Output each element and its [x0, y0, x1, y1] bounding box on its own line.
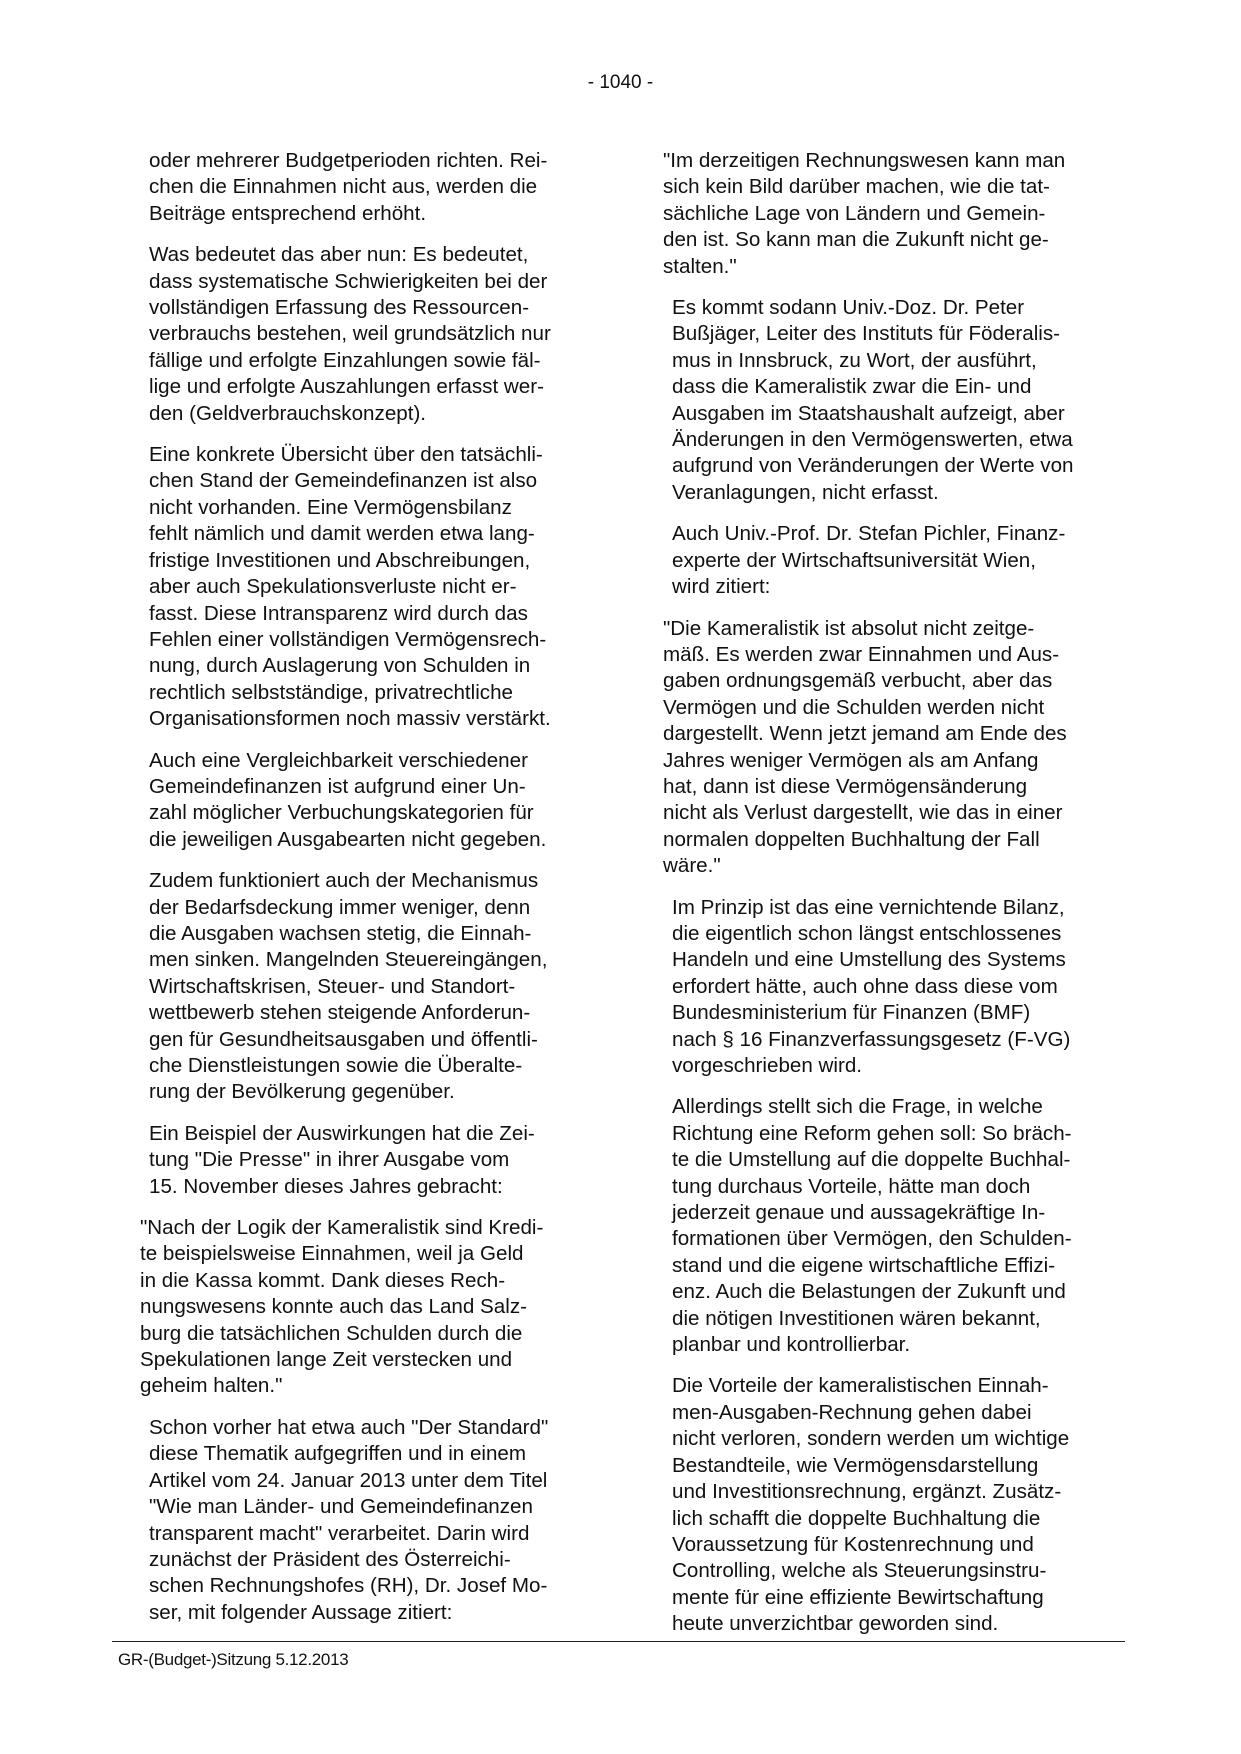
text-line: der Bedarfsdeckung immer weniger, denn [149, 895, 531, 919]
text-line: schen Rechnungshofes (RH), Dr. Josef Mo- [149, 1574, 548, 1598]
text-line: enz. Auch die Belastungen der Zukunft und [672, 1280, 1066, 1304]
text-line: Fehlen einer vollständigen Vermögensrech- [149, 627, 547, 651]
quote-paragraph [140, 1215, 629, 1400]
text-line: zunächst der Präsident des Österreichi- [149, 1547, 511, 1571]
text-line: Voraussetzung für Kostenrechnung und [672, 1532, 1034, 1556]
paragraph [149, 442, 629, 732]
paragraph [149, 1121, 629, 1200]
text-line: tung "Die Presse" in ihrer Ausgabe vom [149, 1148, 510, 1172]
text-line: lige und erfolgte Auszahlungen erfasst wer- [149, 375, 544, 399]
text-line: mente für eine effiziente Bewirtschaftung [672, 1585, 1044, 1609]
text-line: Beiträge entsprechend erhöht. [149, 201, 427, 225]
text-line: Bundesministerium für Finanzen (BMF) [672, 1001, 1031, 1025]
text-line: "Im derzeitigen Rechnungswesen kann man [663, 149, 1066, 172]
quote-paragraph [663, 148, 1152, 280]
text-line: formationen über Vermögen, den Schulden- [672, 1227, 1072, 1251]
text-line: Es kommt sodann Univ.-Doz. Dr. Peter [672, 296, 1025, 320]
text-line: wäre." [663, 854, 721, 878]
text-line: chen Stand der Gemeindefinanzen ist also [149, 469, 538, 493]
text-line: die Ausgaben wachsen stetig, die Einnah- [149, 921, 532, 945]
text-line: vorgeschrieben wird. [672, 1054, 863, 1077]
text-line: ser, mit folgender Aussage zitiert: [149, 1600, 453, 1624]
text-line: normalen doppelten Buchhaltung der Fall [663, 827, 1040, 851]
text-line: in die Kassa kommt. Dank dieses Rech- [140, 1268, 506, 1292]
text-line: lich schafft die doppelte Buchhaltung die [672, 1506, 1041, 1530]
text-line: fasst. Diese Intransparenz wird durch das [149, 601, 528, 625]
paragraph [149, 748, 629, 854]
text-line: mäß. Es werden zwar Einnahmen und Aus- [663, 642, 1060, 666]
text-line: dass systematische Schwierigkeiten bei der [149, 269, 548, 293]
paragraph [672, 1094, 1152, 1358]
text-line: Zudem funktioniert auch der Mechanismus [149, 869, 539, 893]
text-line: und Investitionsrechnung, ergänzt. Zusätz- [672, 1480, 1062, 1504]
left-column [140, 148, 629, 1641]
text-line: wird zitiert: [672, 575, 771, 599]
text-line: nicht als Verlust dargestellt, wie das in einer [663, 801, 1063, 825]
text-line: oder mehrerer Budgetperioden richten. Rei- [149, 149, 548, 172]
text-line: Bußjäger, Leiter des Instituts für Föderalis- [672, 322, 1061, 346]
text-line: die jeweiligen Ausgabearten nicht gegeben. [149, 827, 547, 851]
text-line: Controlling, welche als Steuerungsinstru- [672, 1559, 1047, 1583]
text-line: geheim halten." [140, 1374, 283, 1398]
text-line: stand und die eigene wirtschaftliche Effizi- [672, 1253, 1056, 1277]
page-number: - 1040 - [587, 72, 654, 93]
text-line: sich kein Bild darüber machen, wie die tat- [663, 175, 1050, 199]
text-line: Richtung eine Reform gehen soll: So bräch- [672, 1121, 1072, 1145]
paragraph [149, 1415, 629, 1626]
text-line: Handeln und eine Umstellung des Systems [672, 948, 1066, 972]
text-line: rechtlich selbstständige, privatrechtliche [149, 680, 514, 704]
text-line: den ist. So kann man die Zukunft nicht ge- [663, 228, 1049, 252]
text-line: fristige Investitionen und Abschreibungen, [149, 548, 531, 572]
text-line: verbrauchs bestehen, weil grundsätzlich nur [149, 322, 551, 346]
text-line: tung durchaus Vorteile, hätte man doch [672, 1174, 1031, 1198]
text-line: Jahres weniger Vermögen als am Anfang [663, 748, 1039, 772]
text-line: Die Vorteile der kameralistischen Einnah- [672, 1374, 1049, 1398]
text-line: Allerdings stellt sich die Frage, in welche [672, 1095, 1043, 1119]
text-line: Artikel vom 24. Januar 2013 unter dem Titel [149, 1468, 548, 1492]
footer-text: GR-(Budget-)Sitzung 5.12.2013 [118, 1650, 349, 1669]
text-line: mus in Innsbruck, zu Wort, der ausführt, [672, 348, 1037, 372]
text-line: men sinken. Mangelnden Steuereingängen, [149, 948, 548, 972]
text-line: Änderungen in den Vermögenswerten, etwa [672, 428, 1073, 452]
text-line: 15. November dieses Jahres gebracht: [149, 1174, 503, 1198]
text-line: Ausgaben im Staatshaushalt aufzeigt, aber [672, 401, 1065, 425]
text-line: "Die Kameralistik ist absolut nicht zeitge- [663, 616, 1035, 640]
text-line: diese Thematik aufgegriffen und in einem [149, 1442, 527, 1466]
text-line: aufgrund von Veränderungen der Werte von [672, 454, 1074, 478]
text-line: Im Prinzip ist das eine vernichtende Bilanz, [672, 895, 1065, 919]
text-line: gaben ordnungsgemäß verbucht, aber das [663, 669, 1053, 693]
footer-divider [112, 1641, 1125, 1642]
text-line: fehlt nämlich und damit werden etwa lang- [149, 522, 535, 546]
text-line: den (Geldverbrauchskonzept). [149, 401, 427, 425]
text-line: planbar und kontrollierbar. [672, 1333, 911, 1357]
text-line: "Nach der Logik der Kameralistik sind Kredi- [140, 1216, 544, 1240]
text-line: te beispielsweise Einnahmen, weil ja Geld [140, 1242, 524, 1266]
text-line: Eine konkrete Übersicht über den tatsächli- [149, 443, 543, 467]
text-line: Schon vorher hat etwa auch "Der Standard" [149, 1415, 549, 1439]
quote-paragraph [663, 616, 1152, 880]
text-line: die eigentlich schon längst entschlossenes [672, 921, 1062, 945]
text-line: gen für Gesundheitsausgaben und öffentli- [149, 1027, 538, 1051]
text-line: Vermögen und die Schulden werden nicht [663, 695, 1045, 719]
text-line: erfordert hätte, auch ohne dass diese vom [672, 974, 1058, 998]
text-line: Wirtschaftskrisen, Steuer- und Standort- [149, 974, 516, 998]
text-line: te die Umstellung auf die doppelte Buchhal- [672, 1148, 1071, 1172]
text-line: hat, dann ist diese Vermögensänderung [663, 774, 1028, 798]
text-line: stalten." [663, 254, 737, 278]
text-line: che Dienstleistungen sowie die Überalte- [149, 1054, 523, 1077]
text-line: burg die tatsächlichen Schulden durch die [140, 1321, 523, 1345]
text-line: Veranlagungen, nicht erfasst. [672, 480, 939, 504]
paragraph [672, 521, 1152, 600]
text-line: Spekulationen lange Zeit verstecken und [140, 1348, 513, 1372]
text-line: heute unverzichtbar geworden sind. [672, 1612, 999, 1636]
right-column [663, 148, 1152, 1653]
paragraph [672, 1373, 1152, 1637]
text-line: sächliche Lage von Ländern und Gemein- [663, 201, 1046, 225]
paragraph [149, 148, 629, 227]
paragraph [149, 242, 629, 427]
text-line: dargestellt. Wenn jetzt jemand am Ende des [663, 722, 1067, 746]
text-line: nach § 16 Finanzverfassungsgesetz (F-VG) [672, 1027, 1071, 1051]
text-line: nicht verloren, sondern werden um wichtige [672, 1427, 1070, 1451]
text-line: experte der Wirtschaftsuniversität Wien, [672, 548, 1036, 572]
text-line: zahl möglicher Verbuchungskategorien für [149, 801, 534, 825]
text-line: Ein Beispiel der Auswirkungen hat die Zei- [149, 1121, 535, 1145]
text-line: transparent macht" verarbeitet. Darin wird [149, 1521, 530, 1545]
text-line: Bestandteile, wie Vermögensdarstellung [672, 1453, 1039, 1477]
text-line: Was bedeutet das aber nun: Es bedeutet, [149, 243, 529, 267]
text-line: chen die Einnahmen nicht aus, werden die [149, 175, 538, 199]
text-line: nicht vorhanden. Eine Vermögensbilanz [149, 495, 512, 519]
paragraph [149, 868, 629, 1106]
paragraph [672, 895, 1152, 1080]
text-line: jederzeit genaue und aussagekräftige In- [672, 1201, 1046, 1225]
text-line: nung, durch Auslagerung von Schulden in [149, 654, 531, 678]
text-line: nungswesens konnte auch das Land Salz- [140, 1295, 527, 1319]
text-line: rung der Bevölkerung gegenüber. [149, 1080, 455, 1104]
text-line: Gemeindefinanzen ist aufgrund einer Un- [149, 774, 526, 798]
text-line: men-Ausgaben-Rechnung gehen dabei [672, 1400, 1032, 1424]
text-line: Organisationsformen noch massiv verstärkt. [149, 707, 551, 731]
text-line: die nötigen Investitionen wären bekannt, [672, 1306, 1041, 1330]
text-line: "Wie man Länder- und Gemeindefinanzen [149, 1495, 533, 1519]
text-line: aber auch Spekulationsverluste nicht er- [149, 575, 517, 599]
text-line: fällige und erfolgte Einzahlungen sowie fäl- [149, 348, 541, 372]
text-line: Auch eine Vergleichbarkeit verschiedener [149, 748, 528, 772]
paragraph [672, 295, 1152, 506]
text-line: Auch Univ.-Prof. Dr. Stefan Pichler, Finanz- [672, 522, 1066, 546]
text-line: vollständigen Erfassung des Ressourcen- [149, 296, 530, 320]
text-line: dass die Kameralistik zwar die Ein- und [672, 375, 1032, 399]
text-line: wettbewerb stehen steigende Anforderun- [149, 1001, 531, 1025]
